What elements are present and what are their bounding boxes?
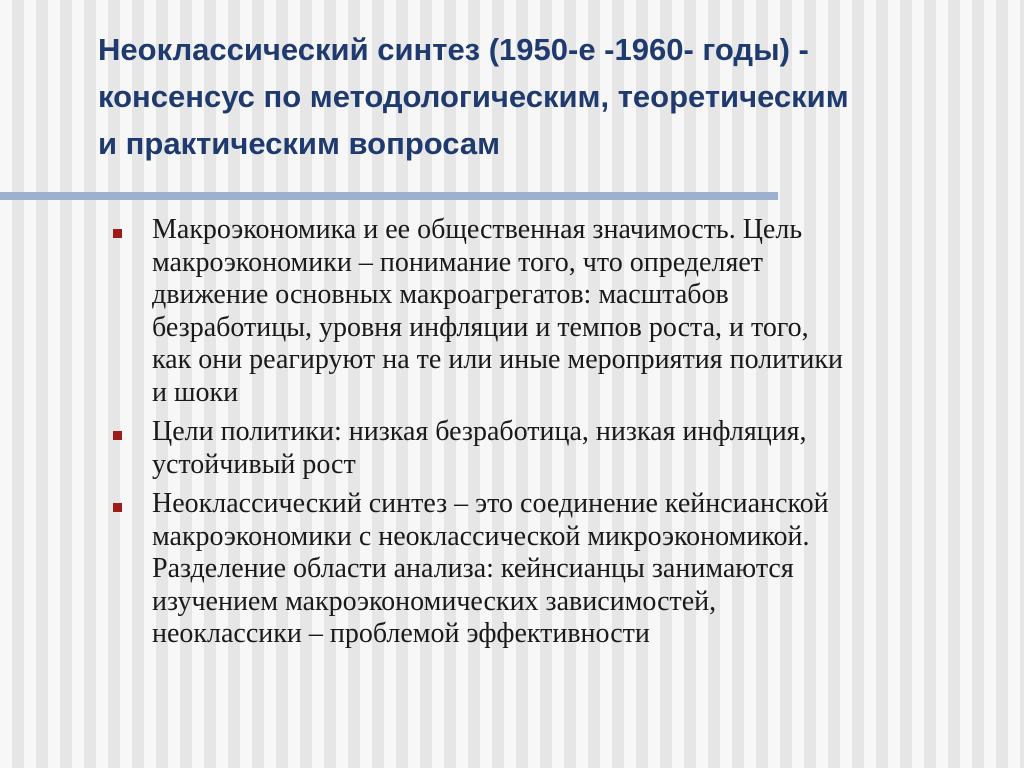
title-line: и практическим вопросам	[98, 126, 501, 161]
bullet-line: Разделение области анализа: кейнсианцы занимаются	[152, 553, 794, 584]
bullet-line: Неоклассический синтез – это соединение кейнсианской	[152, 488, 829, 519]
square-bullet-icon	[113, 431, 122, 440]
bullet-line: и шоки	[152, 376, 239, 408]
bullet-line: изучением макроэкономических зависимостей,	[152, 585, 717, 617]
bullet-text	[152, 416, 1013, 481]
square-bullet-icon	[113, 503, 122, 512]
title-line: консенсус по методологическим, теоретическим	[98, 79, 849, 114]
bullet-line: движение основных макроагрегатов: масштабов	[152, 279, 729, 310]
title-divider	[0, 192, 778, 200]
title-line: Неоклассический синтез (1950-е -1960- годы) -	[98, 32, 809, 67]
square-bullet-icon	[113, 229, 122, 238]
bullet-line: неоклассики – проблемой эффективности	[152, 618, 650, 649]
bullet-line: макроэкономики с неоклассической микроэкономикой.	[152, 520, 810, 552]
bullet-line: макроэкономики – понимание того, что определяет	[152, 246, 763, 278]
bullet-line: Цели политики: низкая безработица, низкая инфляция,	[152, 416, 807, 447]
bullet-item	[113, 214, 1013, 409]
bullet-text	[152, 488, 1013, 651]
bullet-line: Макроэкономика и ее общественная значимость. Цель	[152, 214, 803, 245]
bullet-line: безработицы, уровня инфляции и темпов роста, и того,	[152, 311, 809, 343]
bullet-text	[152, 214, 1013, 409]
bullet-line: как они реагируют на те или иные мероприятия политики	[152, 344, 843, 375]
bullet-list	[113, 214, 1013, 658]
bullet-item	[113, 416, 1013, 481]
bullet-item	[113, 488, 1013, 651]
bullet-line: устойчивый рост	[152, 448, 356, 480]
slide-title	[98, 26, 998, 167]
